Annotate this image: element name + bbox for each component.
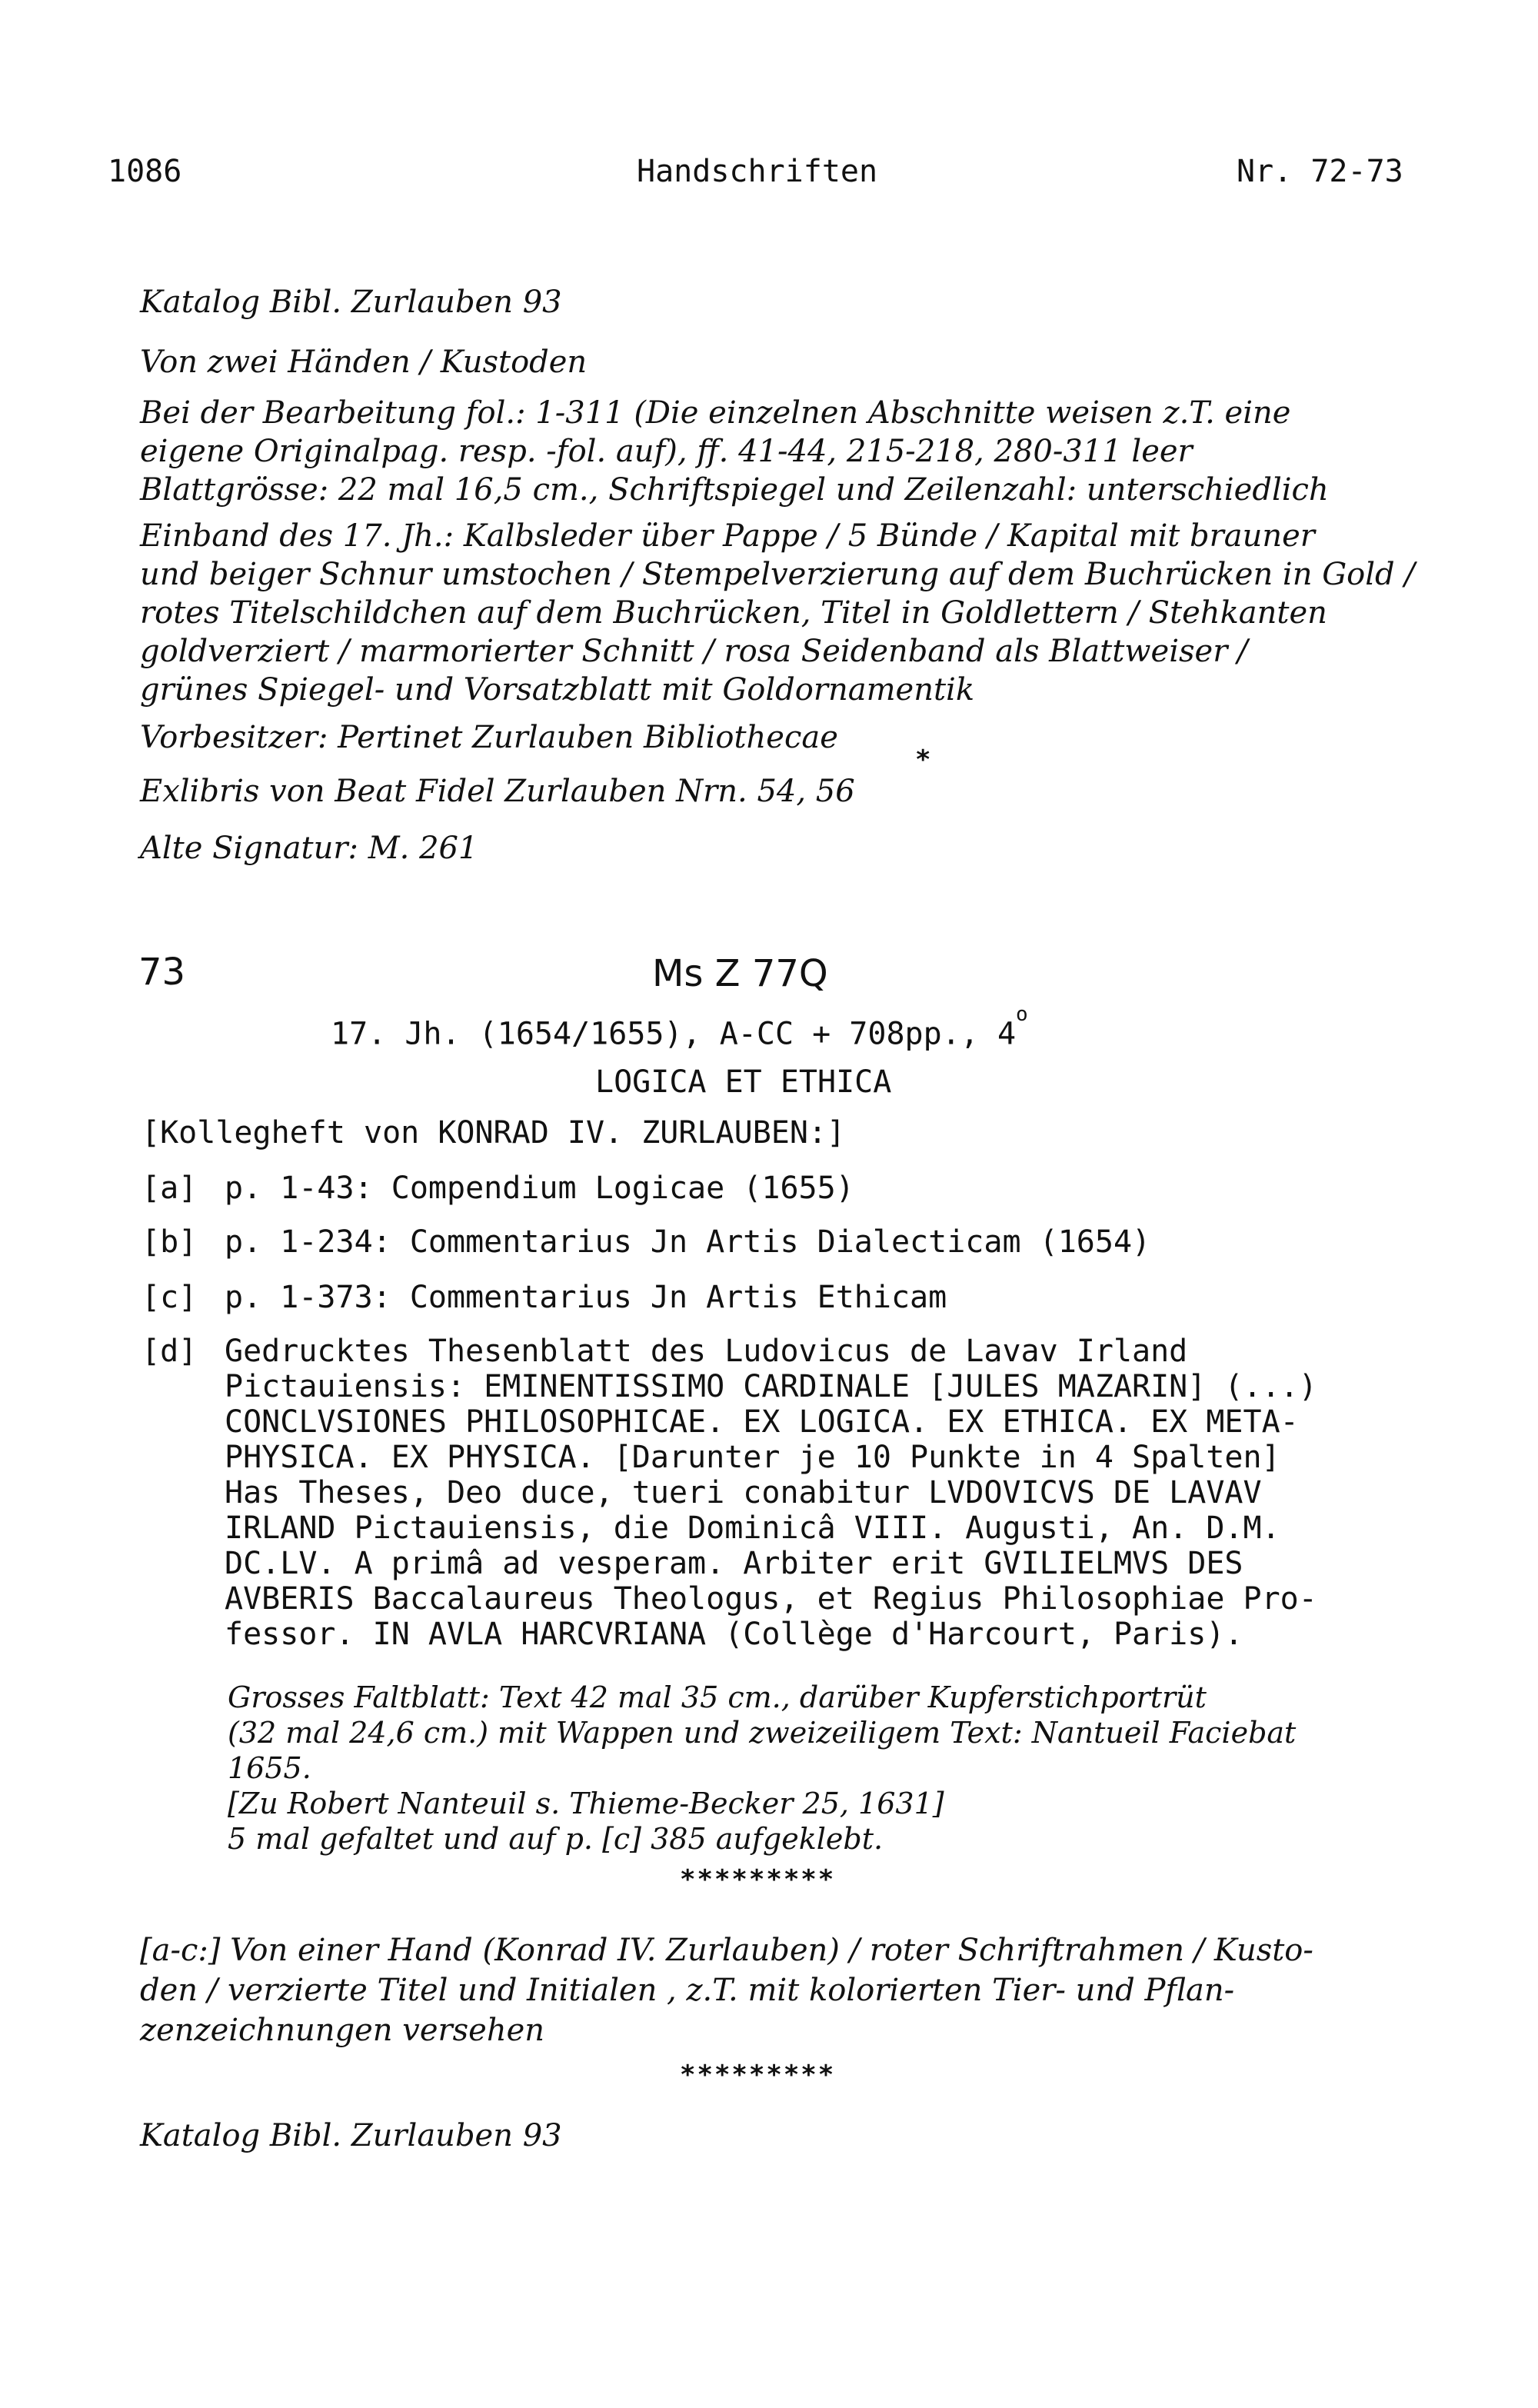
previous-owner: Vorbesitzer: Pertinet Zurlauben Bibliothecae [140, 720, 838, 755]
item-label-c: [c] [141, 1280, 198, 1315]
item-text-c: p. 1-373: Commentarius Jn Artis Ethicam [225, 1280, 947, 1315]
asterisk-marker: * [915, 744, 931, 775]
item-label-a: [a] [141, 1171, 198, 1206]
page-number: 1086 [108, 154, 182, 189]
hands-note: Von zwei Händen / Kustoden [140, 345, 588, 380]
binding-description: Einband des 17. Jh.: Kalbsleder über Pappe / 5 Bünde / Kapital mit brauner und beiger Schnur umstochen / Stempelverzierung auf dem Buchrücken in Gold / rotes Titelschildchen auf dem Buchrücken, Titel in Goldlettern / Stehkanten goldverziert / marmorierter Schnitt / rosa Seidenband als Blattweiser / grünes Spiegel- und Vorsatzblatt mit Goldornamentik [140, 518, 1415, 708]
catalog-reference-73: Katalog Bibl. Zurlauben 93 [140, 2118, 562, 2153]
shelfmark: Ms Z 77Q [652, 952, 828, 995]
separator: ********* [680, 2060, 836, 2090]
work-title: LOGICA ET ETHICA [595, 1064, 892, 1100]
item-text-b: p. 1-234: Commentarius Jn Artis Dialecticam (1654) [225, 1224, 1151, 1260]
item-d-note: Grosses Faltblatt: Text 42 mal 35 cm., darüber Kupferstichportrüt (32 mal 24,6 cm.) mit Wappen und zweizeiligem Text: Nantueil Faciebat 1655. [Zu Robert Nanteuil s. Thieme-Becker 25, 1631] 5 mal gefaltet und auf p. [c] 385 aufgeklebt. [228, 1680, 1297, 1856]
kollegheft-note: [Kollegheft von KONRAD IV. ZURLAUBEN:] [141, 1115, 846, 1151]
entry-range: Nr. 72-73 [1237, 154, 1403, 189]
item-text-d: Gedrucktes Thesenblatt des Ludovicus de Lavav Irland Pictauiensis: EMINENTISSIMO CARDINALE [JULES MAZARIN] (...) CONCLVSIONES PHILOSOPHICAE. EX LOGICA. EX ETHICA. EX META- PHYSICA. EX PHYSICA. [Darunter je 10 Punkte in 4 Spalten] Has Theses, Deo duce, tueri conabitur LVDOVICVS DE LAVAV IRLAND Pictauiensis, die Dominicâ VIII. Augusti, An. D.M. DC.LV. A primâ ad vesperam. Arbiter erit GVILIELMVS DES AVBERIS Baccalaureus Theologus, et Regius Philosophiae Pro- fessor. IN AVLA HARCVRIANA (Collège d'Harcourt, Paris). [225, 1334, 1317, 1652]
processing-note: Bei der Bearbeitung fol.: 1-311 (Die einzelnen Abschnitte weisen z.T. eine eigene Originalpag. resp. -fol. auf), ff. 41-44, 215-218, 280-311 leer Blattgrösse: 22 mal 16,5 cm., Schriftspiegel und Zeilenzahl: unterschiedlich [140, 395, 1329, 508]
format-degree: o [1016, 1003, 1028, 1026]
item-label-b: [b] [141, 1224, 198, 1260]
date-line: 17. Jh. (1654/1655), A-CC + 708pp., 4 [331, 1016, 1017, 1052]
date-and-format [331, 1003, 1028, 1052]
item-text-a: p. 1-43: Compendium Logicae (1655) [225, 1171, 854, 1206]
running-title: Handschriften [637, 154, 878, 189]
old-signature: Alte Signatur: M. 261 [140, 831, 478, 866]
hands-description: [a-c:] Von einer Hand (Konrad IV. Zurlauben) / roter Schriftrahmen / Kusto- den / verzierte Titel und Initialen , z.T. mit kolorierten Tier- und Pflan- zenzeichnungen versehen [140, 1933, 1313, 2048]
separator: ********* [680, 1864, 836, 1895]
exlibris: Exlibris von Beat Fidel Zurlauben Nrn. 54, 56 [140, 774, 855, 809]
item-label-d: [d] [141, 1334, 198, 1369]
entry-number: 73 [138, 951, 186, 994]
catalog-reference: Katalog Bibl. Zurlauben 93 [140, 285, 562, 320]
